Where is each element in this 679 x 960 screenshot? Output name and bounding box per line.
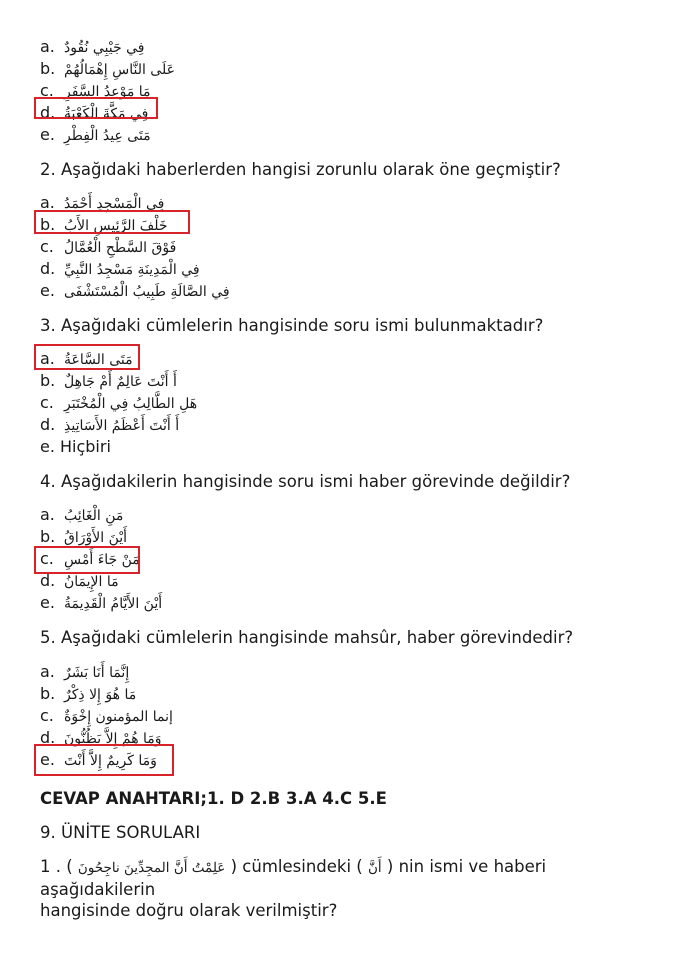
next-question-middle: ) cümlesindeki ( bbox=[230, 857, 363, 876]
q4-option-e bbox=[40, 592, 162, 614]
q5-option-b bbox=[40, 683, 136, 705]
option-letter: d. bbox=[40, 571, 56, 590]
next-question-line1 bbox=[40, 856, 640, 879]
option-letter: a. bbox=[40, 349, 55, 368]
option-arabic: فِي الصَّالَةِ طَبِيبُ الْمُسْتَشْفَى bbox=[64, 284, 230, 300]
option-arabic: مَتَى عِيدُ الْفِطْرِ bbox=[64, 128, 151, 144]
option-letter: b. bbox=[40, 59, 56, 78]
option-arabic: أَ أَنْتَ أَعْظَمُ الأَسَاتِيذِ bbox=[64, 418, 180, 434]
unit-title: 9. ÜNİTE SORULARI bbox=[40, 823, 201, 842]
option-arabic: أَ أَنْتَ عَالِمٌ أَمْ جَاهِلٌ bbox=[64, 374, 177, 390]
next-question-arabic-word: أَنَّ bbox=[367, 860, 382, 876]
option-arabic: وَمَا هُمْ إِلاَّ يَظُنُّونَ bbox=[64, 731, 162, 747]
option-letter: a. bbox=[40, 662, 55, 681]
option-letter: c. bbox=[40, 706, 54, 725]
answer-highlight-q2 bbox=[34, 210, 190, 234]
q5-option-a bbox=[40, 661, 129, 683]
option-arabic: فِي جَيْبِي نُقُودٌ bbox=[64, 40, 145, 56]
answer-highlight-q4 bbox=[34, 546, 140, 574]
question-3: 3. Aşağıdaki cümlelerin hangisinde soru ismi bulunmaktadır? bbox=[40, 316, 544, 335]
q3-option-b bbox=[40, 370, 177, 392]
option-letter: c. bbox=[40, 237, 54, 256]
q1-option-a bbox=[40, 36, 144, 58]
option-arabic: فِي مَكَّةَ الْكَعْبَةُ bbox=[64, 106, 149, 122]
q3-option-e bbox=[40, 436, 111, 458]
next-question-line3: hangisinde doğru olarak verilmiştir? bbox=[40, 901, 338, 920]
option-letter: d. bbox=[40, 259, 56, 278]
option-letter: a. bbox=[40, 37, 55, 56]
option-text: Hiçbiri bbox=[60, 437, 111, 456]
option-arabic: هَلِ الطَّالِبُ فِي الْمُخْتَبَرِ bbox=[64, 396, 198, 412]
answer-highlight-q1 bbox=[34, 97, 158, 119]
next-question-line2: aşağıdakilerin bbox=[40, 880, 156, 899]
q5-option-c bbox=[40, 705, 173, 727]
option-arabic: أَيْنَ الأَيَّامُ الْقَدِيمَةُ bbox=[64, 596, 163, 612]
q4-option-a bbox=[40, 504, 123, 526]
option-letter: d. bbox=[40, 415, 56, 434]
q2-option-d bbox=[40, 258, 200, 280]
option-letter: b. bbox=[40, 371, 56, 390]
option-letter: e. bbox=[40, 750, 55, 769]
option-letter: c. bbox=[40, 393, 54, 412]
answer-highlight-q5 bbox=[34, 744, 174, 776]
option-arabic: أَيْنَ الأَوْرَاقُ bbox=[64, 530, 128, 546]
question-5: 5. Aşağıdaki cümlelerin hangisinde mahsûr, haber görevindedir? bbox=[40, 628, 574, 647]
option-arabic: فِي الْمَدِينَةِ مَسْجِدُ النَّبِيِّ bbox=[64, 262, 200, 278]
option-arabic: إنما المؤمنون إِخْوَةٌ bbox=[64, 709, 173, 725]
option-letter: a. bbox=[40, 505, 55, 524]
option-letter: d. bbox=[40, 728, 56, 747]
q2-option-e bbox=[40, 280, 230, 302]
option-letter: c. bbox=[40, 549, 54, 568]
option-arabic: مَنِ الْغَائِبُ bbox=[64, 508, 124, 524]
option-letter: e. bbox=[40, 593, 55, 612]
next-question-arabic-sentence: عَلِمْتُ أَنَّ المجِدِّينَ ناجِحُونَ bbox=[77, 860, 226, 876]
option-arabic: وَمَا كَرِيمٌ إِلاَّ أَنْتَ bbox=[64, 753, 157, 769]
option-arabic: خَلْفَ الرَّئِيسِ الأَبُ bbox=[64, 218, 168, 234]
option-letter: d. bbox=[40, 103, 56, 122]
option-letter: c. bbox=[40, 81, 54, 100]
next-question bbox=[40, 856, 640, 921]
option-letter: b. bbox=[40, 527, 56, 546]
q2-option-c bbox=[40, 236, 176, 258]
option-arabic: إِنَّمَا أَنَا بَشَرٌ bbox=[64, 665, 130, 681]
option-arabic: مَنْ جَاءَ أَمْسِ bbox=[64, 552, 140, 568]
next-question-suffix: ) nin ismi ve haberi bbox=[386, 857, 547, 876]
option-arabic: مَتَى السَّاعَةُ bbox=[64, 352, 133, 368]
next-question-prefix: 1 . ( bbox=[40, 857, 73, 876]
q1-option-b bbox=[40, 58, 175, 80]
option-arabic: مَا هُوَ إِلا ذِكْرٌ bbox=[64, 687, 137, 703]
option-arabic: فَوْقَ السَّطْحِ الْعُمَّالُ bbox=[64, 240, 177, 256]
q3-option-d bbox=[40, 414, 179, 436]
question-4: 4. Aşağıdakilerin hangisinde soru ismi haber görevinde değildir? bbox=[40, 472, 571, 491]
answer-key: CEVAP ANAHTARI;1. D 2.B 3.A 4.C 5.E bbox=[40, 789, 387, 808]
option-arabic: مَا مَوْعِدُ السَّفَرِ bbox=[64, 84, 151, 100]
option-letter: b. bbox=[40, 215, 56, 234]
option-arabic: عَلَى النَّاسِ إِهْمَالُهُمْ bbox=[64, 62, 175, 78]
option-arabic: مَا الإِيمَانُ bbox=[64, 574, 119, 590]
q3-option-c bbox=[40, 392, 197, 414]
q4-option-b bbox=[40, 526, 127, 548]
question-2: 2. Aşağıdaki haberlerden hangisi zorunlu olarak öne geçmiştir? bbox=[40, 160, 561, 179]
option-letter: e. bbox=[40, 125, 55, 144]
option-letter: e. bbox=[40, 281, 55, 300]
option-arabic: فِي الْمَسْجِدِ أَحْمَدُ bbox=[64, 196, 165, 212]
answer-highlight-q3 bbox=[34, 344, 140, 370]
option-letter: e. bbox=[40, 437, 55, 456]
q1-option-e bbox=[40, 124, 151, 146]
option-letter: a. bbox=[40, 193, 55, 212]
option-letter: b. bbox=[40, 684, 56, 703]
